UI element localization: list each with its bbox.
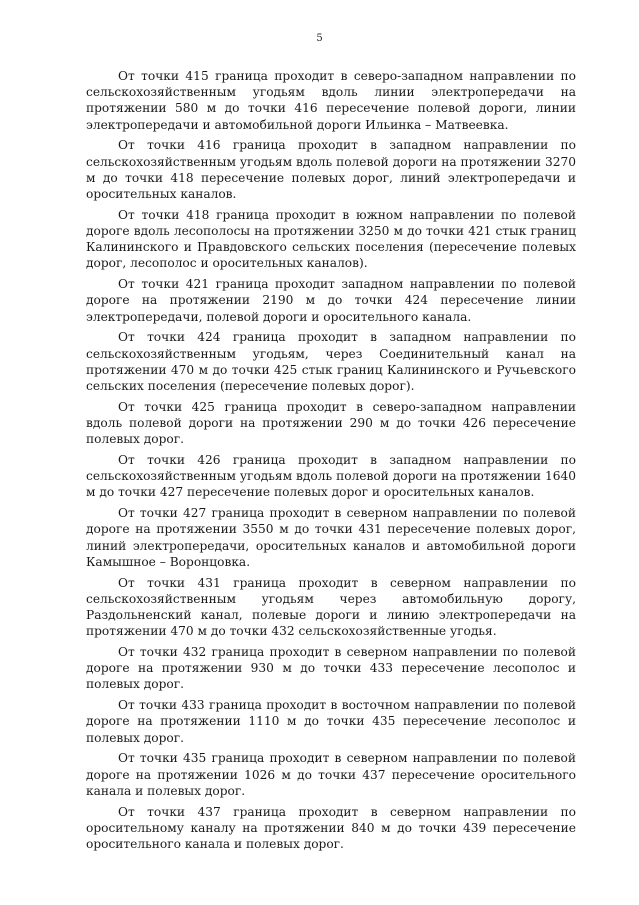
paragraph-point-435: От точки 435 граница проходит в северном направлении по полевой дороге на протяжении 1026 м до точки 437 пересечение оросительного канала и полевых дорог. <box>86 751 576 798</box>
paragraph-point-433: От точки 433 граница проходит в восточном направлении по полевой дороге на протяжении 1110 м до точки 435 пересечение лесополос и полевых дорог. <box>86 698 576 745</box>
paragraph-point-416: От точки 416 граница проходит в западном направлении по сельскохозяйственным угодьям вдоль полевой дороги на протяжении 3270 м до точки 418 пересечение полевых дорог, линий электропередачи и оросительных каналов. <box>86 138 576 202</box>
paragraph-point-424: От точки 424 граница проходит в западном направлении по сельскохозяйственным угодьям, через Соединительный канал на протяжении 470 м до точки 425 стык границ Калининского и Ручьевского сельских поселения (пересечение полевых дорог). <box>86 330 576 394</box>
paragraph-point-431: От точки 431 граница проходит в северном направлении по сельскохозяйственным угодьям через автомобильную дорогу, Раздольненский канал, полевые дороги и линию электропередачи на протяжении 470 м до точки 432 сельскохозяйственные угодья. <box>86 575 576 639</box>
paragraph-point-415: От точки 415 граница проходит в северо-западном направлении по сельскохозяйственным угодьям вдоль линии электропередачи на протяжении 580 м до точки 416 пересечение полевой дороги, линии электропередачи и автомобильной дороги Ильинка – Матвеевка. <box>86 69 576 132</box>
paragraph-point-426: От точки 426 граница проходит в западном направлении по сельскохозяйственным угодьям вдоль полевой дороги на протяжении 1640 м до точки 427 пересечение полевых дорог и оросительных каналов. <box>86 453 576 500</box>
document-body <box>86 68 576 857</box>
paragraph-point-418: От точки 418 граница проходит в южном направлении по полевой дороге вдоль лесополосы на протяжении 3250 м до точки 421 стык границ Калининского и Правдовского сельских поселения (пересечение полевых дорог, лесополос и оросительных каналов). <box>86 207 576 271</box>
page-number: 5 <box>316 33 323 44</box>
paragraph-point-421: От точки 421 граница проходит западном направлении по полевой дороге на протяжении 2190 м до точки 424 пересечение линии электропередачи, полевой дороги и оросительного канала. <box>86 277 576 324</box>
paragraph-point-425: От точки 425 граница проходит в северо-западном направлении вдоль полевой дороги на протяжении 290 м до точки 426 пересечение полевых дорог. <box>86 399 576 447</box>
paragraph-point-432: От точки 432 граница проходит в северном направлении по полевой дороге на протяжении 930 м до точки 433 пересечение лесополос и полевых дорог. <box>86 645 576 692</box>
paragraph-point-437: От точки 437 граница проходит в северном направлении по оросительному каналу на протяжении 840 м до точки 439 пересечение оросительного канала и полевых дорог. <box>86 804 576 852</box>
paragraph-point-427: От точки 427 граница проходит в северном направлении по полевой дороге на протяжении 3550 м до точки 431 пересечение полевых дорог, линий электропередачи, оросительных каналов и автомобильной дороги Камышное – Воронцовка. <box>86 506 576 569</box>
